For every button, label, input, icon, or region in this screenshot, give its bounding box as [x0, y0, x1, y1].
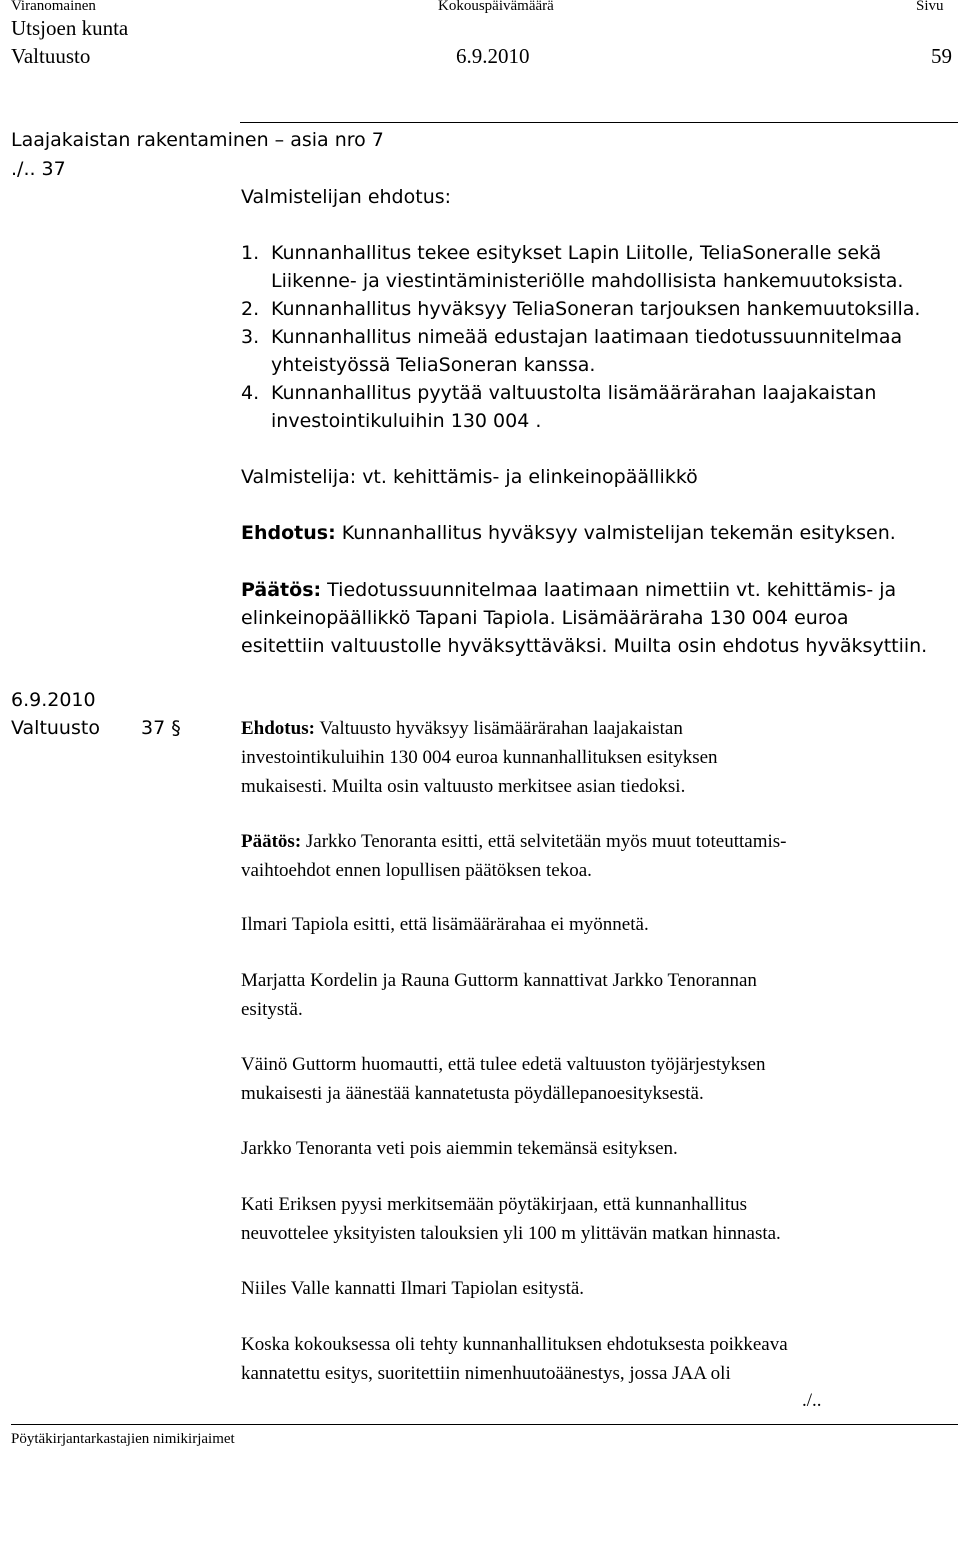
header-authority: Utsjoen kunta — [11, 16, 129, 40]
paragraph-line: neuvottelee yksityisten talouksien yli 100 m ylittävän matkan hinnasta. — [241, 1223, 781, 1244]
board-decision-label: Päätös: — [241, 579, 322, 601]
council-proposal-label: Ehdotus: — [241, 718, 315, 739]
paragraph-line: Marjatta Kordelin ja Rauna Guttorm kannattivat Jarkko Tenorannan — [241, 970, 757, 991]
item-number: 2. — [241, 298, 260, 320]
paragraph-line: Kati Eriksen pyysi merkitsemään pöytäkirjaan, että kunnanhallitus — [241, 1194, 748, 1215]
council-paragraph — [241, 1190, 781, 1248]
proposal-item-3 — [241, 323, 902, 379]
paragraph-line: mukaisesti ja äänestää kannatetusta pöydällepanoesityksestä. — [241, 1083, 704, 1104]
section-number: 37 — [141, 717, 166, 739]
section-mark: § — [171, 717, 181, 739]
continued-marker: ./.. — [802, 1390, 822, 1411]
header-date: 6.9.2010 — [456, 44, 530, 68]
council-section-number — [141, 714, 181, 742]
item-line: Kunnanhallitus hyväksyy TeliaSoneran tarjouksen hankemuutoksilla. — [271, 298, 921, 320]
header-page-number: 59 — [931, 44, 952, 68]
board-decision — [241, 576, 927, 660]
preparer-line: Valmistelija: vt. kehittämis- ja elinkeinopäällikkö — [241, 466, 698, 488]
item-line: Kunnanhallitus tekee esitykset Lapin Liitolle, TeliaSoneralle sekä — [271, 242, 882, 264]
item-line: Kunnanhallitus nimeää edustajan laatimaan tiedotussuunnitelmaa — [271, 326, 903, 348]
council-decision-label: Päätös: — [241, 831, 302, 852]
council-decision-line: vaihtoehdot ennen lopullisen päätöksen tekoa. — [241, 860, 592, 881]
item-line: yhteistyössä TeliaSoneran kanssa. — [271, 354, 596, 376]
board-decision-line: Tiedotussuunnitelmaa laatimaan nimettiin vt. kehittämis- ja — [321, 579, 897, 601]
council-paragraph — [241, 910, 649, 939]
council-paragraph — [241, 1274, 584, 1303]
proposal-item-2 — [241, 295, 920, 323]
council-body: Valtuusto — [11, 717, 100, 739]
paragraph-line: Niiles Valle kannatti Ilmari Tapiolan esitystä. — [241, 1278, 585, 1299]
item-number: 4. — [241, 382, 260, 404]
footer-divider — [11, 1424, 958, 1425]
council-paragraph — [241, 966, 757, 1024]
council-date: 6.9.2010 — [11, 689, 96, 711]
paragraph-line: esitystä. — [241, 999, 303, 1020]
item-number: 1. — [241, 242, 260, 264]
footer-signatures-label: Pöytäkirjantarkastajien nimikirjaimet — [11, 1431, 235, 1447]
board-decision-line: elinkeinopäällikkö Tapani Tapiola. Lisämääräraha 130 004 euroa — [241, 607, 849, 629]
council-proposal — [241, 714, 718, 801]
paragraph-line: Ilmari Tapiola esitti, että lisämäärärahaa ei myönnetä. — [241, 914, 649, 935]
council-decision-line: Jarkko Tenoranta esitti, että selvitetään myös muut toteuttamis- — [301, 831, 787, 852]
board-proposal-text: Kunnanhallitus hyväksyy valmistelijan tekemän esityksen. — [335, 522, 896, 544]
item-line: investointikuluihin 130 004 . — [271, 410, 542, 432]
header-col3-label: Sivu — [916, 0, 944, 14]
council-decision — [241, 827, 787, 885]
paragraph-line: kannatettu esitys, suoritettiin nimenhuutoäänestys, jossa JAA oli — [241, 1363, 731, 1384]
council-paragraph — [241, 1134, 678, 1163]
proposal-item-1 — [241, 239, 903, 295]
board-proposal-label: Ehdotus: — [241, 522, 336, 544]
item-number: 3. — [241, 326, 260, 348]
council-proposal-line: mukaisesti. Muilta osin valtuusto merkitsee asian tiedoksi. — [241, 776, 686, 797]
council-paragraph — [241, 1050, 766, 1108]
proposer-heading: Valmistelijan ehdotus: — [241, 186, 452, 208]
council-proposal-line: investointikuluihin 130 004 euroa kunnanhallituksen esityksen — [241, 747, 718, 768]
section-title: Laajakaistan rakentaminen – asia nro 7 — [11, 129, 384, 151]
section-reference: ./.. 37 — [11, 158, 66, 180]
header-body: Valtuusto — [11, 44, 91, 68]
header-col2-label: Kokouspäivämäärä — [438, 0, 554, 14]
paragraph-line: Väinö Guttorm huomautti, että tulee edetä valtuuston työjärjestyksen — [241, 1054, 766, 1075]
item-line: Kunnanhallitus pyytää valtuustolta lisämäärärahan laajakaistan — [271, 382, 877, 404]
board-proposal — [241, 519, 896, 547]
header-divider — [240, 122, 958, 123]
paragraph-line: Jarkko Tenoranta veti pois aiemmin tekemänsä esityksen. — [241, 1138, 678, 1159]
header-col1-label: Viranomainen — [11, 0, 96, 14]
council-paragraph — [241, 1330, 788, 1388]
board-decision-line: esitettiin valtuustolle hyväksyttäväksi. Muilta osin ehdotus hyväksyttiin. — [241, 635, 928, 657]
item-line: Liikenne- ja viestintäministeriölle mahdollisista hankemuutoksista. — [271, 270, 904, 292]
paragraph-line: Koska kokouksessa oli tehty kunnanhallituksen ehdotuksesta poikkeava — [241, 1334, 788, 1355]
council-proposal-line: Valtuusto hyväksyy lisämäärärahan laajakaistan — [314, 718, 683, 739]
proposal-item-4 — [241, 379, 876, 435]
